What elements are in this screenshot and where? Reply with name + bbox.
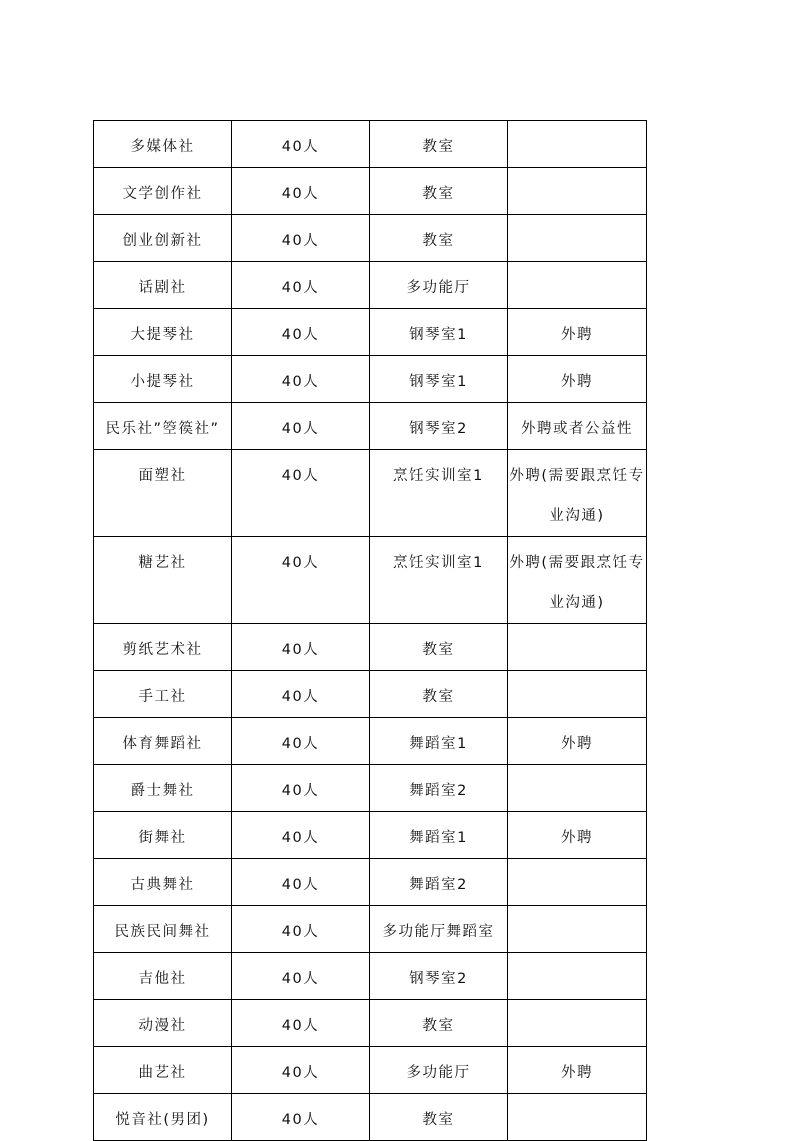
table-row [94, 953, 647, 1000]
venue-cell: 教室 [370, 121, 508, 168]
capacity-cell: 40人 [232, 671, 370, 718]
table-row [94, 624, 647, 671]
capacity-cell: 40人 [232, 624, 370, 671]
venue-cell: 钢琴室2 [370, 953, 508, 1000]
venue-cell: 多功能厅 [370, 1047, 508, 1094]
venue-cell: 多功能厅舞蹈室 [370, 906, 508, 953]
table-row [94, 168, 647, 215]
note-cell: 外聘 [508, 718, 647, 765]
club-name-cell: 街舞社 [94, 812, 232, 859]
club-name-cell: 创业创新社 [94, 215, 232, 262]
table-row [94, 450, 647, 537]
venue-cell: 舞蹈室2 [370, 859, 508, 906]
venue-cell: 教室 [370, 1094, 508, 1141]
note-cell [508, 168, 647, 215]
table-row [94, 1094, 647, 1141]
capacity-cell: 40人 [232, 1094, 370, 1141]
note-cell [508, 765, 647, 812]
venue-cell: 烹饪实训室1 [370, 537, 508, 624]
table-row [94, 262, 647, 309]
table-row [94, 859, 647, 906]
capacity-cell: 40人 [232, 121, 370, 168]
club-name-cell: 文学创作社 [94, 168, 232, 215]
club-name-cell: 动漫社 [94, 1000, 232, 1047]
club-name-cell: 爵士舞社 [94, 765, 232, 812]
capacity-cell: 40人 [232, 450, 370, 537]
venue-cell: 教室 [370, 215, 508, 262]
club-name-cell: 吉他社 [94, 953, 232, 1000]
club-name-cell: 民乐社”箜篌社” [94, 403, 232, 450]
club-name-cell: 大提琴社 [94, 309, 232, 356]
table-row [94, 765, 647, 812]
table-row [94, 1047, 647, 1094]
club-name-cell: 多媒体社 [94, 121, 232, 168]
note-cell [508, 1094, 647, 1141]
club-name-cell: 古典舞社 [94, 859, 232, 906]
table-row [94, 403, 647, 450]
club-name-cell: 悦音社(男团) [94, 1094, 232, 1141]
note-cell [508, 671, 647, 718]
capacity-cell: 40人 [232, 356, 370, 403]
table-row [94, 671, 647, 718]
table-row [94, 812, 647, 859]
venue-cell: 教室 [370, 1000, 508, 1047]
capacity-cell: 40人 [232, 309, 370, 356]
venue-cell: 教室 [370, 624, 508, 671]
club-name-cell: 体育舞蹈社 [94, 718, 232, 765]
note-cell [508, 624, 647, 671]
note-cell [508, 1000, 647, 1047]
club-name-cell: 曲艺社 [94, 1047, 232, 1094]
table-row [94, 906, 647, 953]
venue-cell: 烹饪实训室1 [370, 450, 508, 537]
club-name-cell: 手工社 [94, 671, 232, 718]
table-row [94, 1000, 647, 1047]
note-cell: 外聘(需要跟烹饪专业沟通) [508, 450, 647, 537]
note-cell [508, 215, 647, 262]
note-cell [508, 906, 647, 953]
note-cell [508, 121, 647, 168]
venue-cell: 钢琴室1 [370, 309, 508, 356]
capacity-cell: 40人 [232, 718, 370, 765]
club-name-cell: 小提琴社 [94, 356, 232, 403]
capacity-cell: 40人 [232, 859, 370, 906]
club-name-cell: 面塑社 [94, 450, 232, 537]
note-cell: 外聘 [508, 309, 647, 356]
note-cell: 外聘(需要跟烹饪专业沟通) [508, 537, 647, 624]
club-name-cell: 民族民间舞社 [94, 906, 232, 953]
capacity-cell: 40人 [232, 906, 370, 953]
capacity-cell: 40人 [232, 812, 370, 859]
capacity-cell: 40人 [232, 537, 370, 624]
venue-cell: 教室 [370, 671, 508, 718]
capacity-cell: 40人 [232, 1047, 370, 1094]
note-cell [508, 262, 647, 309]
club-name-cell: 剪纸艺术社 [94, 624, 232, 671]
note-cell [508, 953, 647, 1000]
venue-cell: 舞蹈室1 [370, 718, 508, 765]
table-row [94, 537, 647, 624]
capacity-cell: 40人 [232, 168, 370, 215]
capacity-cell: 40人 [232, 215, 370, 262]
venue-cell: 舞蹈室1 [370, 812, 508, 859]
capacity-cell: 40人 [232, 953, 370, 1000]
note-cell [508, 859, 647, 906]
table-row [94, 356, 647, 403]
note-cell: 外聘 [508, 812, 647, 859]
table-row [94, 718, 647, 765]
note-cell: 外聘 [508, 1047, 647, 1094]
club-name-cell: 糖艺社 [94, 537, 232, 624]
venue-cell: 钢琴室1 [370, 356, 508, 403]
venue-cell: 舞蹈室2 [370, 765, 508, 812]
venue-cell: 多功能厅 [370, 262, 508, 309]
venue-cell: 教室 [370, 168, 508, 215]
table-row [94, 309, 647, 356]
note-cell: 外聘 [508, 356, 647, 403]
capacity-cell: 40人 [232, 262, 370, 309]
note-cell: 外聘或者公益性 [508, 403, 647, 450]
capacity-cell: 40人 [232, 765, 370, 812]
capacity-cell: 40人 [232, 403, 370, 450]
capacity-cell: 40人 [232, 1000, 370, 1047]
table-row [94, 121, 647, 168]
club-name-cell: 话剧社 [94, 262, 232, 309]
table-row [94, 215, 647, 262]
club-schedule-table [93, 120, 647, 1141]
venue-cell: 钢琴室2 [370, 403, 508, 450]
